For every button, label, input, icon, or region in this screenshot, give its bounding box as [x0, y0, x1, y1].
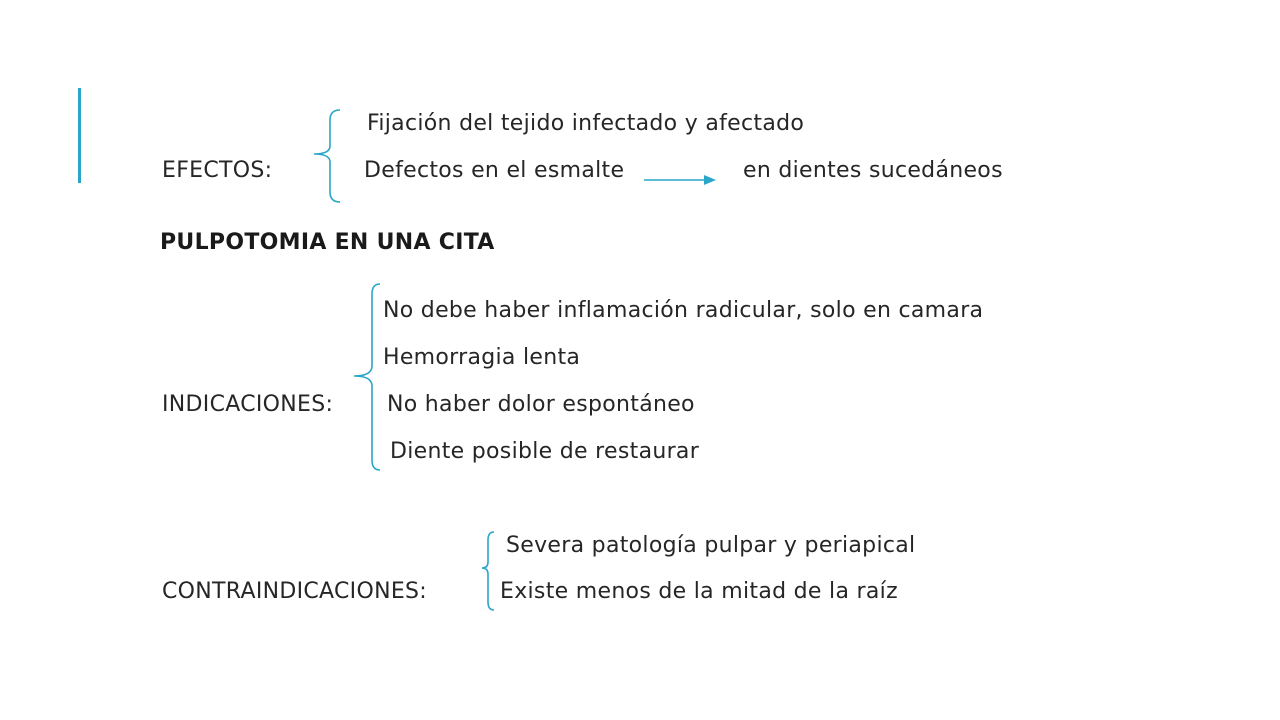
efectos-item-1: Fijación del tejido infectado y afectado [367, 111, 805, 136]
arrow-icon [642, 172, 718, 188]
contraindicaciones-brace [480, 530, 496, 614]
efectos-arrow-target: en dientes sucedáneos [743, 158, 1003, 183]
contraindicaciones-item-1: Severa patología pulpar y periapical [506, 533, 916, 558]
indicaciones-item-1: No debe haber inflamación radicular, solo en camara [383, 298, 984, 323]
section-heading: PULPOTOMIA EN UNA CITA [160, 230, 495, 255]
efectos-brace [312, 108, 342, 204]
indicaciones-brace [352, 282, 382, 474]
indicaciones-item-2: Hemorragia lenta [383, 345, 581, 370]
indicaciones-item-4: Diente posible de restaurar [390, 439, 700, 464]
efectos-item-2: Defectos en el esmalte [364, 158, 625, 183]
indicaciones-item-3: No haber dolor espontáneo [387, 392, 695, 417]
contraindicaciones-item-2: Existe menos de la mitad de la raíz [500, 579, 898, 604]
efectos-label: EFECTOS: [162, 158, 273, 183]
indicaciones-label: INDICACIONES: [162, 392, 334, 417]
contraindicaciones-label: CONTRAINDICACIONES: [162, 579, 428, 604]
accent-bar [78, 88, 81, 183]
